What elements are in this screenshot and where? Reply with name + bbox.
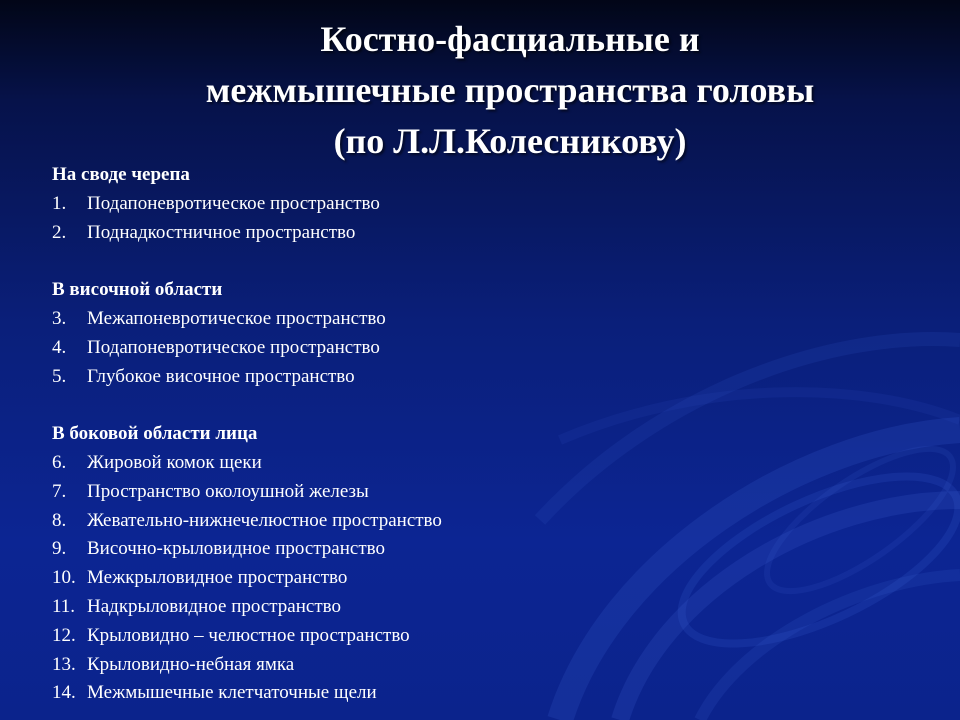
list-item	[52, 622, 932, 651]
item-number: 9.	[52, 538, 67, 560]
item-text: Крыловидно-небная ямка	[87, 653, 295, 675]
list-item	[52, 593, 932, 622]
item-text: Височно-крыловидное пространство	[87, 538, 385, 560]
item-text: Межмышечные клетчаточные щели	[87, 682, 377, 704]
item-number: 11.	[52, 595, 76, 617]
item-text: Надкрыловидное пространство	[87, 595, 341, 617]
section-heading: В боковой области лица	[52, 423, 258, 445]
item-text: Межкрыловидное пространство	[87, 567, 348, 589]
item-text: Подапоневротическое пространство	[87, 192, 380, 214]
list-item	[52, 535, 932, 564]
title-line-3: (по Л.Л.Колесникову)	[333, 121, 687, 161]
list-item	[52, 507, 932, 536]
item-text: Поднадкостничное пространство	[87, 221, 356, 243]
item-number: 1.	[52, 192, 67, 214]
list-item	[52, 219, 932, 248]
item-number: 7.	[52, 480, 67, 502]
list-item	[52, 190, 932, 219]
item-number: 3.	[52, 307, 67, 329]
item-text: Межапоневротическое пространство	[87, 307, 386, 329]
list-item	[52, 651, 932, 680]
list-item	[52, 679, 932, 708]
list-item	[52, 449, 932, 478]
section-heading: В височной области	[52, 279, 223, 301]
section-temporal-region	[52, 276, 932, 391]
item-number: 2.	[52, 221, 67, 243]
section-heading: На своде черепа	[52, 164, 190, 185]
list-item	[52, 478, 932, 507]
spaces-list	[52, 161, 932, 708]
item-number: 13.	[52, 653, 76, 675]
title-line-1: Костно-фасциальные и	[320, 19, 700, 59]
item-number: 6.	[52, 451, 67, 473]
item-text: Глубокое височное пространство	[87, 365, 355, 387]
section-lateral-face	[52, 420, 932, 708]
item-text: Жевательно-нижнечелюстное пространство	[87, 509, 442, 531]
list-item	[52, 363, 932, 392]
item-text: Подапоневротическое пространство	[87, 336, 380, 358]
item-text: Крыловидно – челюстное пространство	[87, 624, 410, 646]
item-number: 5.	[52, 365, 67, 387]
list-item	[52, 305, 932, 334]
item-number: 10.	[52, 567, 76, 589]
title-line-2: межмышечные пространства головы	[205, 70, 815, 110]
section-skull-vault	[52, 161, 932, 247]
item-text: Пространство околоушной железы	[87, 480, 369, 502]
item-number: 8.	[52, 509, 67, 531]
list-item	[52, 564, 932, 593]
list-item	[52, 334, 932, 363]
item-number: 4.	[52, 336, 67, 358]
item-number: 12.	[52, 624, 76, 646]
slide-title	[100, 14, 920, 167]
item-number: 14.	[52, 682, 76, 704]
item-text: Жировой комок щеки	[87, 451, 262, 473]
